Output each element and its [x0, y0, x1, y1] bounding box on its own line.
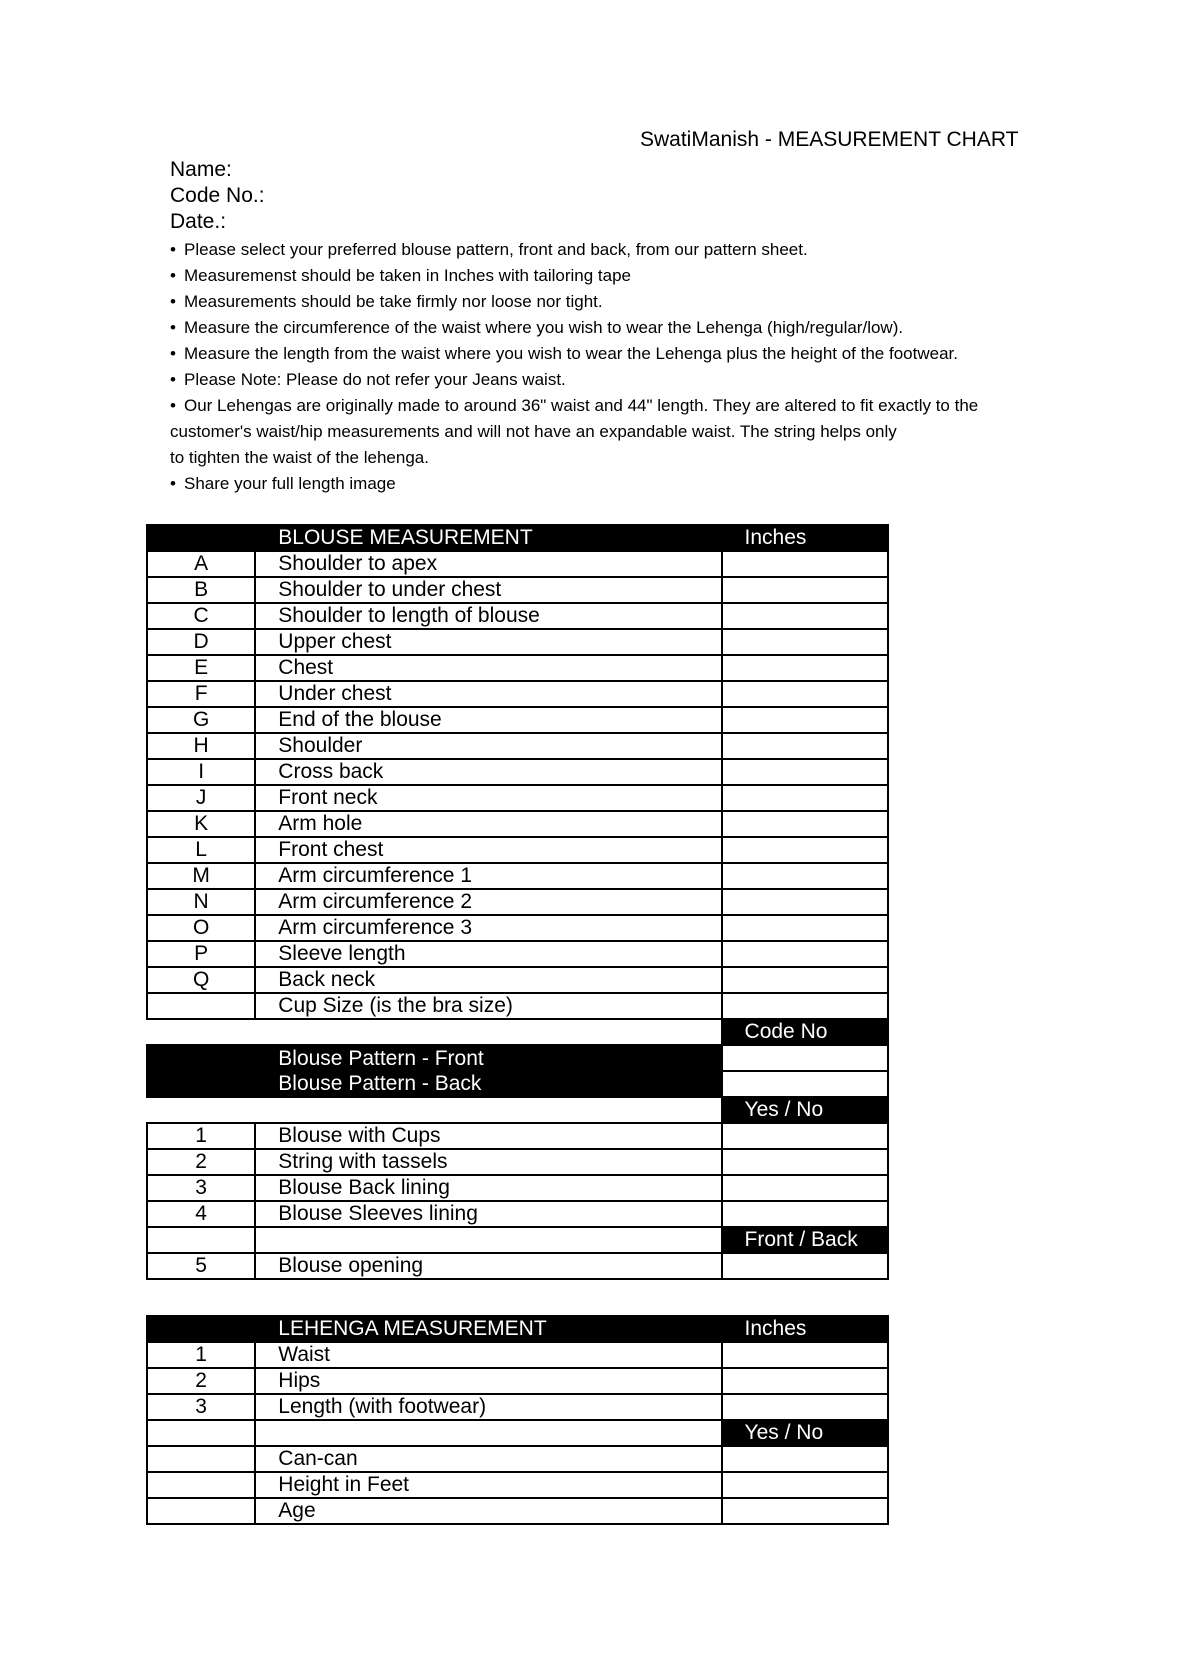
row-code: 5 [147, 1253, 255, 1279]
row-label: Arm hole [255, 811, 721, 837]
row-label: Back neck [255, 967, 721, 993]
row-label: Length (with footwear) [255, 1394, 721, 1420]
row-label: Front neck [255, 785, 721, 811]
bullet-icon: • [170, 370, 176, 389]
inches-input-cell[interactable] [722, 629, 888, 655]
table-row [147, 1201, 888, 1227]
row-label: Blouse opening [255, 1253, 721, 1279]
inches-input-cell[interactable] [722, 811, 888, 837]
row-label: Cross back [255, 759, 721, 785]
inches-input-cell[interactable] [722, 1342, 888, 1368]
pattern-front-code-cell[interactable] [722, 1045, 888, 1071]
yes-no-header: Yes / No [722, 1420, 888, 1446]
front-back-input-cell[interactable] [722, 1253, 888, 1279]
row-label: Shoulder to length of blouse [255, 603, 721, 629]
row-code: H [147, 733, 255, 759]
row-code: C [147, 603, 255, 629]
row-code: D [147, 629, 255, 655]
yes-no-input-cell[interactable] [722, 1149, 888, 1175]
inches-input-cell[interactable] [722, 1394, 888, 1420]
instruction-item: • Please Note: Please do not refer your Jeans waist. [170, 367, 1070, 393]
table-row [147, 1394, 888, 1420]
yes-no-header: Yes / No [722, 1097, 888, 1123]
inches-input-cell[interactable] [722, 759, 888, 785]
blouse-header: BLOUSE MEASUREMENT [255, 525, 721, 551]
inches-input-cell[interactable] [722, 577, 888, 603]
lehenga-measurement-table [146, 1315, 889, 1525]
pattern-back-code-cell[interactable] [722, 1071, 888, 1097]
instruction-item: • Please select your preferred blouse pattern, front and back, from our pattern sheet. [170, 237, 1070, 263]
pattern-back-row [147, 1071, 888, 1097]
table-row [147, 655, 888, 681]
name-field-label: Name: [170, 158, 232, 181]
table-row [147, 681, 888, 707]
row-label: Age [255, 1498, 721, 1524]
row-label: Cup Size (is the bra size) [255, 993, 721, 1019]
instruction-continuation: to tighten the waist of the lehenga. [170, 448, 429, 467]
row-label: Under chest [255, 681, 721, 707]
bullet-icon: • [170, 474, 176, 493]
row-code: I [147, 759, 255, 785]
table-row [147, 1253, 888, 1279]
table-header-row [147, 525, 888, 551]
table-row [147, 915, 888, 941]
row-code: 3 [147, 1175, 255, 1201]
answer-input-cell[interactable] [722, 1498, 888, 1524]
bullet-icon: • [170, 266, 176, 285]
instruction-item: • Measure the circumference of the waist where you wish to wear the Lehenga (high/regular/low). [170, 315, 1070, 341]
instruction-item: • Measurements should be take firmly nor loose nor tight. [170, 289, 1070, 315]
instruction-item: • Measuremenst should be taken in Inches with tailoring tape [170, 263, 1070, 289]
yes-no-input-cell[interactable] [722, 1201, 888, 1227]
row-code: B [147, 577, 255, 603]
inches-input-cell[interactable] [722, 915, 888, 941]
pattern-front-row [147, 1045, 888, 1071]
row-label: Chest [255, 655, 721, 681]
row-label: Arm circumference 2 [255, 889, 721, 915]
table-row [147, 863, 888, 889]
row-label: Height in Feet [255, 1472, 721, 1498]
row-label: String with tassels [255, 1149, 721, 1175]
row-code: P [147, 941, 255, 967]
bullet-icon: • [170, 396, 176, 415]
table-row [147, 1498, 888, 1524]
instruction-item: • Share your full length image [170, 471, 1070, 497]
code-no-header-row [147, 1019, 888, 1045]
table-row [147, 577, 888, 603]
header-blank-cell [147, 525, 255, 551]
row-code: O [147, 915, 255, 941]
table-row [147, 707, 888, 733]
table-row [147, 759, 888, 785]
row-label: Can-can [255, 1446, 721, 1472]
table-row [147, 733, 888, 759]
yes-no-input-cell[interactable] [722, 1123, 888, 1149]
inches-input-cell[interactable] [722, 941, 888, 967]
row-code: E [147, 655, 255, 681]
table-row [147, 629, 888, 655]
inches-header: Inches [722, 525, 888, 551]
bullet-icon: • [170, 318, 176, 337]
table-row [147, 551, 888, 577]
table-row [147, 603, 888, 629]
row-code: 1 [147, 1123, 255, 1149]
inches-input-cell[interactable] [722, 889, 888, 915]
table-row [147, 1123, 888, 1149]
row-label: Upper chest [255, 629, 721, 655]
row-code: F [147, 681, 255, 707]
front-back-header-row [147, 1227, 888, 1253]
inches-input-cell[interactable] [722, 1368, 888, 1394]
row-code: L [147, 837, 255, 863]
table-row [147, 811, 888, 837]
pattern-back-label: Blouse Pattern - Back [255, 1071, 721, 1097]
row-code: M [147, 863, 255, 889]
table-row [147, 1175, 888, 1201]
table-row [147, 941, 888, 967]
row-label: End of the blouse [255, 707, 721, 733]
row-label: Shoulder to under chest [255, 577, 721, 603]
table-row [147, 1446, 888, 1472]
table-row [147, 1149, 888, 1175]
row-code: G [147, 707, 255, 733]
row-code: J [147, 785, 255, 811]
customer-fields [170, 157, 265, 235]
table-row [147, 967, 888, 993]
inches-input-cell[interactable] [722, 993, 888, 1019]
pattern-front-label: Blouse Pattern - Front [255, 1045, 721, 1071]
row-label: Hips [255, 1368, 721, 1394]
row-code: A [147, 551, 255, 577]
row-label: Blouse Sleeves lining [255, 1201, 721, 1227]
row-code: 2 [147, 1368, 255, 1394]
date-field-label: Date.: [170, 210, 227, 233]
yes-no-header-row [147, 1097, 888, 1123]
bullet-icon: • [170, 240, 176, 259]
row-label: Blouse Back lining [255, 1175, 721, 1201]
code-no-field-label: Code No.: [170, 184, 265, 207]
code-no-header: Code No [722, 1019, 888, 1045]
lehenga-header: LEHENGA MEASUREMENT [255, 1316, 721, 1342]
table-row [147, 1368, 888, 1394]
row-label: Blouse with Cups [255, 1123, 721, 1149]
bullet-icon: • [170, 344, 176, 363]
inches-input-cell[interactable] [722, 733, 888, 759]
inches-input-cell[interactable] [722, 785, 888, 811]
row-code: 3 [147, 1394, 255, 1420]
table-row [147, 889, 888, 915]
table-row [147, 993, 888, 1019]
row-label: Shoulder to apex [255, 551, 721, 577]
inches-input-cell[interactable] [722, 603, 888, 629]
table-header-row [147, 1316, 888, 1342]
table-row [147, 785, 888, 811]
row-code: Q [147, 967, 255, 993]
instruction-item: • Our Lehengas are originally made to around 36" waist and 44" length. They are altered to fit exactly to the [170, 393, 1070, 419]
row-code: 4 [147, 1201, 255, 1227]
inches-input-cell[interactable] [722, 655, 888, 681]
row-code [147, 993, 255, 1019]
page-title: SwatiManish - MEASUREMENT CHART [640, 128, 1019, 151]
row-label: Sleeve length [255, 941, 721, 967]
answer-input-cell[interactable] [722, 1472, 888, 1498]
row-label: Shoulder [255, 733, 721, 759]
inches-input-cell[interactable] [722, 681, 888, 707]
inches-input-cell[interactable] [722, 551, 888, 577]
front-back-header: Front / Back [722, 1227, 888, 1253]
table-row [147, 1342, 888, 1368]
row-label: Waist [255, 1342, 721, 1368]
row-code: N [147, 889, 255, 915]
inches-input-cell[interactable] [722, 967, 888, 993]
bullet-icon: • [170, 292, 176, 311]
row-code: 2 [147, 1149, 255, 1175]
row-code: 1 [147, 1342, 255, 1368]
inches-header: Inches [722, 1316, 888, 1342]
table-row [147, 837, 888, 863]
row-label: Arm circumference 1 [255, 863, 721, 889]
blouse-measurement-table [146, 524, 889, 1280]
answer-input-cell[interactable] [722, 1446, 888, 1472]
yes-no-input-cell[interactable] [722, 1175, 888, 1201]
yes-no-header-row [147, 1420, 888, 1446]
table-row [147, 1472, 888, 1498]
instructions-list [170, 237, 1070, 497]
row-code: K [147, 811, 255, 837]
row-label: Front chest [255, 837, 721, 863]
inches-input-cell[interactable] [722, 707, 888, 733]
instruction-continuation: customer's waist/hip measurements and will not have an expandable waist. The string helps only [170, 422, 897, 441]
inches-input-cell[interactable] [722, 863, 888, 889]
instruction-item: • Measure the length from the waist where you wish to wear the Lehenga plus the height of the footwear. [170, 341, 1070, 367]
inches-input-cell[interactable] [722, 837, 888, 863]
row-label: Arm circumference 3 [255, 915, 721, 941]
